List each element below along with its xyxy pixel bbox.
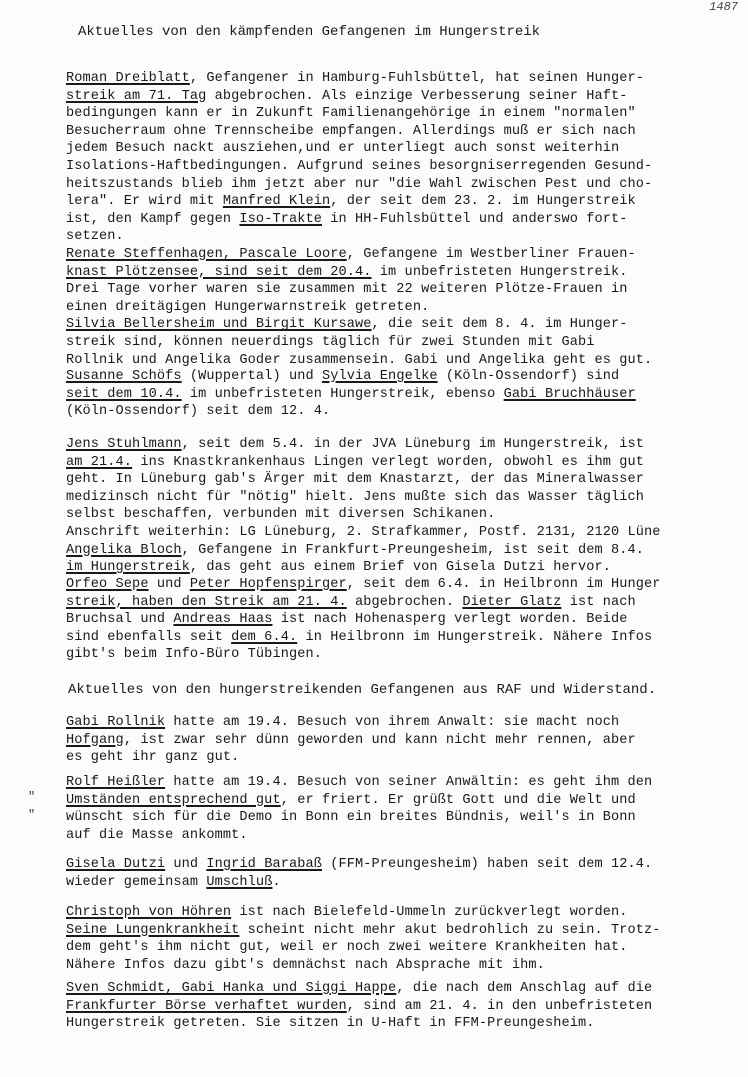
text-line [66, 809, 746, 827]
text-segment: ist, den Kampf gegen [66, 211, 240, 227]
text-segment: wieder gemeinsam [66, 874, 207, 890]
paragraph-rollnik [66, 714, 746, 767]
text-line [66, 827, 746, 845]
text-segment: setzen. [66, 229, 124, 245]
underlined-text: Umschluß [206, 874, 273, 890]
text-line [66, 576, 746, 594]
text-line [66, 524, 746, 542]
text-line [66, 436, 746, 454]
text-segment: , seit dem 6.4. in Heilbronn im Hunger [346, 577, 661, 592]
text-segment: in Heilbronn im Hungerstreik. Nähere Infos [297, 629, 653, 645]
text-line [66, 732, 746, 750]
text-segment: bedingungen kann er in Zukunft Familienangehörige in einem "normalen" [66, 106, 636, 122]
text-segment: dem geht's ihm nicht gut, weil er noch zwei weitere Krankheiten hat. [66, 940, 628, 956]
text-segment: heitszustands blieb ihm jetzt aber nur "die Wahl zwischen Pest und cho- [66, 176, 653, 192]
text-segment: jedem Besuch nackt ausziehen,und er unterliegt auch sonst weiterhin [66, 141, 620, 157]
text-segment: und [165, 857, 207, 872]
text-segment: ist nach Bielefeld-Ummeln zurückverlegt worden. [231, 905, 628, 920]
text-segment: Rollnik und Angelika Goder zusammensein. Gabi und Angelika geht es gut. [66, 352, 653, 368]
text-segment: geht. In Lüneburg gab's Ärger mit dem Knastarzt, der das Mineralwasser [66, 472, 645, 488]
text-line [66, 316, 746, 334]
paragraph-heissler [66, 774, 746, 844]
text-line [66, 856, 746, 874]
text-segment: selbst beschaffen, verbunden mit diversen Schikanen. [66, 507, 496, 523]
text-line [66, 228, 746, 246]
text-segment: im unbefristeten Hungerstreik, ebenso [181, 386, 504, 402]
text-line [66, 281, 746, 299]
text-line [66, 957, 746, 975]
margin-mark: " [28, 790, 36, 804]
text-segment: hatte am 19.4. Besuch von seiner Anwältin: es geht ihm den [165, 775, 653, 790]
text-segment: ins Knastkrankenhaus Lingen verlegt worden, obwohl es ihm gut [132, 454, 645, 470]
text-line [66, 386, 746, 404]
underlined-text: streik, haben den Streik am 21. 4. [66, 594, 347, 610]
underlined-text: Iso-Trakte [239, 211, 322, 227]
underlined-text: Sylvia Engelke [322, 369, 438, 384]
underlined-text: Dieter Glatz [462, 594, 562, 610]
paragraph-steffenhagen [66, 246, 746, 369]
text-segment: gibt's beim Info-Büro Tübingen. [66, 647, 322, 663]
text-segment: sind ebenfalls seit [66, 629, 232, 645]
text-segment: hatte am 19.4. Besuch von ihrem Anwalt: sie macht noch [165, 715, 620, 730]
text-line [66, 922, 746, 940]
text-segment: abgebrochen. Als einzige Verbesserung seiner Haft- [206, 88, 628, 104]
text-segment: (Wuppertal) und [181, 369, 322, 384]
text-segment: ist nach [561, 594, 636, 610]
text-segment: (Köln-Ossendorf) seit dem 12. 4. [66, 404, 331, 420]
text-line [66, 542, 746, 560]
text-segment: auf die Masse ankommt. [66, 827, 248, 843]
underlined-text: im Hungerstreik [66, 560, 190, 576]
text-line [66, 454, 746, 472]
underlined-text: Andreas Haas [173, 612, 273, 628]
underlined-text: Umständen entsprechend gut [66, 792, 281, 808]
text-line [66, 193, 746, 211]
text-segment: es geht ihr ganz gut. [66, 750, 240, 766]
text-line [66, 646, 746, 664]
text-segment: ist nach Hohenasperg verlegt worden. Beide [272, 612, 628, 628]
text-line [66, 749, 746, 767]
text-segment: und [148, 577, 190, 592]
text-line [66, 211, 746, 229]
underlined-text: Angelika Bloch [66, 542, 182, 558]
text-line [66, 594, 746, 612]
text-segment: wünscht sich für die Demo in Bonn ein breites Bündnis, weil's in Bonn [66, 810, 636, 826]
underlined-text: am 21.4. [66, 454, 133, 470]
text-segment: abgebrochen. [346, 594, 463, 610]
text-segment: , die seit dem 8. 4. im Hunger- [371, 317, 628, 333]
text-line [66, 334, 746, 352]
underlined-text: Sven Schmidt, Gabi Hanka und Siggi Happe [66, 981, 397, 996]
text-segment: einen dreitägigen Hungerwarnstreik getreten. [66, 299, 430, 315]
underlined-text: Ingrid Barabaß [206, 857, 322, 872]
text-segment: Drei Tage vorher waren sie zusammen mit 22 weiteren Plötze-Frauen in [66, 282, 628, 298]
text-segment: Isolations-Haftbedingungen. Aufgrund seines besorgniserregenden Gesund- [66, 158, 653, 174]
underlined-text: Gabi Rollnik [66, 715, 166, 730]
text-segment: (FFM-Preungesheim) haben seit dem 12.4. [322, 857, 653, 872]
text-line [66, 123, 746, 141]
text-segment: . [272, 874, 281, 890]
text-line [66, 403, 746, 421]
underlined-text: Orfeo Sepe [66, 577, 149, 592]
text-segment: medizinsch nicht für "nötig" hielt. Jens mußte sich das Wasser täglich [66, 489, 645, 505]
text-line [66, 774, 746, 792]
text-line [66, 246, 746, 264]
text-segment: (Köln-Ossendorf) sind [437, 369, 620, 384]
underlined-text: Susanne Schöfs [66, 369, 182, 384]
paragraph-stuhlmann [66, 436, 746, 577]
underlined-text: Hofgang [66, 732, 124, 748]
text-segment: , sind am 21. 4. in den unbefristeten [346, 998, 653, 1014]
text-line [66, 792, 746, 810]
paragraph-schoefs [66, 368, 746, 421]
underlined-text: Seine Lungenkrankheit [66, 922, 240, 938]
text-segment: Nähere Infos dazu gibt's demnächst nach Absprache mit ihm. [66, 957, 545, 973]
underlined-text: seit dem 10.4. [66, 386, 182, 402]
text-line [66, 70, 746, 88]
text-segment: , der seit dem 23. 2. im Hungerstreik [330, 194, 636, 210]
paragraph-sepe [66, 576, 746, 664]
text-line [66, 471, 746, 489]
text-line [66, 368, 746, 386]
text-segment: lera". Er wird mit [66, 194, 223, 210]
text-segment: , Gefangene in Frankfurt-Preungesheim, ist seit dem 8.4. [181, 542, 645, 558]
text-segment: Anschrift weiterhin: LG Lüneburg, 2. Strafkammer, Postf. 2131, 2120 Lüne [66, 524, 661, 540]
archive-number: 1487 [709, 0, 738, 14]
underlined-text: Peter Hopfenspirger [189, 577, 347, 592]
text-segment: im unbefristeten Hungerstreik. [371, 264, 628, 280]
text-segment: scheint nicht mehr akut bedrohlich zu sein. Trotz- [239, 922, 661, 938]
text-segment: , seit dem 5.4. in der JVA Lüneburg im Hungerstreik, ist [181, 437, 645, 452]
text-line [66, 352, 746, 370]
paragraph-hoehren [66, 904, 746, 974]
underlined-text: Rolf Heißler [66, 775, 166, 790]
paragraph-dreiblatt [66, 70, 746, 246]
text-line [66, 998, 746, 1016]
underlined-text: Manfred Klein [222, 194, 331, 210]
text-segment: , Gefangener in Hamburg-Fuhlsbüttel, hat seinen Hunger- [189, 71, 645, 86]
text-segment: , die nach dem Anschlag auf die [396, 981, 653, 996]
text-line [66, 559, 746, 577]
underlined-text: Gabi Bruchhäuser [503, 386, 636, 402]
text-segment: streik sind, können neuerdings täglich für zwei Stunden mit Gabi [66, 334, 595, 350]
text-segment: Besucherraum ohne Trennscheibe empfangen. Allerdings muß er sich nach [66, 123, 636, 139]
paragraph-dutzi [66, 856, 746, 891]
text-line [66, 176, 746, 194]
text-line [66, 88, 746, 106]
text-line [66, 140, 746, 158]
text-segment: , Gefangene im Westberliner Frauen- [346, 247, 636, 262]
text-segment: Bruchsal und [66, 612, 174, 628]
underlined-text: Roman Dreiblatt [66, 71, 190, 86]
text-line [66, 264, 746, 282]
text-line [66, 714, 746, 732]
text-line [66, 980, 746, 998]
text-segment: , das geht aus einem Brief von Gisela Dutzi hervor. [189, 560, 612, 576]
paragraph-schmidt [66, 980, 746, 1033]
text-line [66, 299, 746, 317]
text-segment: in HH-Fuhlsbüttel und anderswo fort- [322, 211, 628, 227]
text-segment: , er friert. Er grüßt Gott und die Welt und [280, 792, 636, 808]
underlined-text: Jens Stuhlmann [66, 437, 182, 452]
section-heading: Aktuelles von den hungerstreikenden Gefangenen aus RAF und Widerstand. [68, 682, 657, 698]
margin-mark: " [28, 808, 36, 822]
text-segment: , ist zwar sehr dünn geworden und kann nicht mehr rennen, aber [123, 732, 636, 748]
document-title: Aktuelles von den kämpfenden Gefangenen im Hungerstreik [78, 24, 541, 40]
text-line [66, 506, 746, 524]
text-line [66, 611, 746, 629]
underlined-text: Christoph von Höhren [66, 905, 232, 920]
text-line [66, 158, 746, 176]
text-line [66, 904, 746, 922]
text-line [66, 489, 746, 507]
underlined-text: Renate Steffenhagen, Pascale Loore [66, 247, 347, 262]
underlined-text: knast Plötzensee, sind seit dem 20.4. [66, 264, 372, 280]
underlined-text: Frankfurter Börse verhaftet wurden [66, 998, 347, 1014]
text-line [66, 874, 746, 892]
text-line [66, 629, 746, 647]
text-line [66, 105, 746, 123]
text-segment: Hungerstreik getreten. Sie sitzen in U-Haft in FFM-Preungesheim. [66, 1016, 595, 1032]
underlined-text: Silvia Bellersheim und Birgit Kursawe [66, 317, 372, 333]
underlined-text: streik am 71. Tag [66, 88, 207, 104]
underlined-text: Gisela Dutzi [66, 857, 166, 872]
text-line [66, 939, 746, 957]
text-line [66, 1015, 746, 1033]
underlined-text: dem 6.4. [231, 629, 298, 645]
